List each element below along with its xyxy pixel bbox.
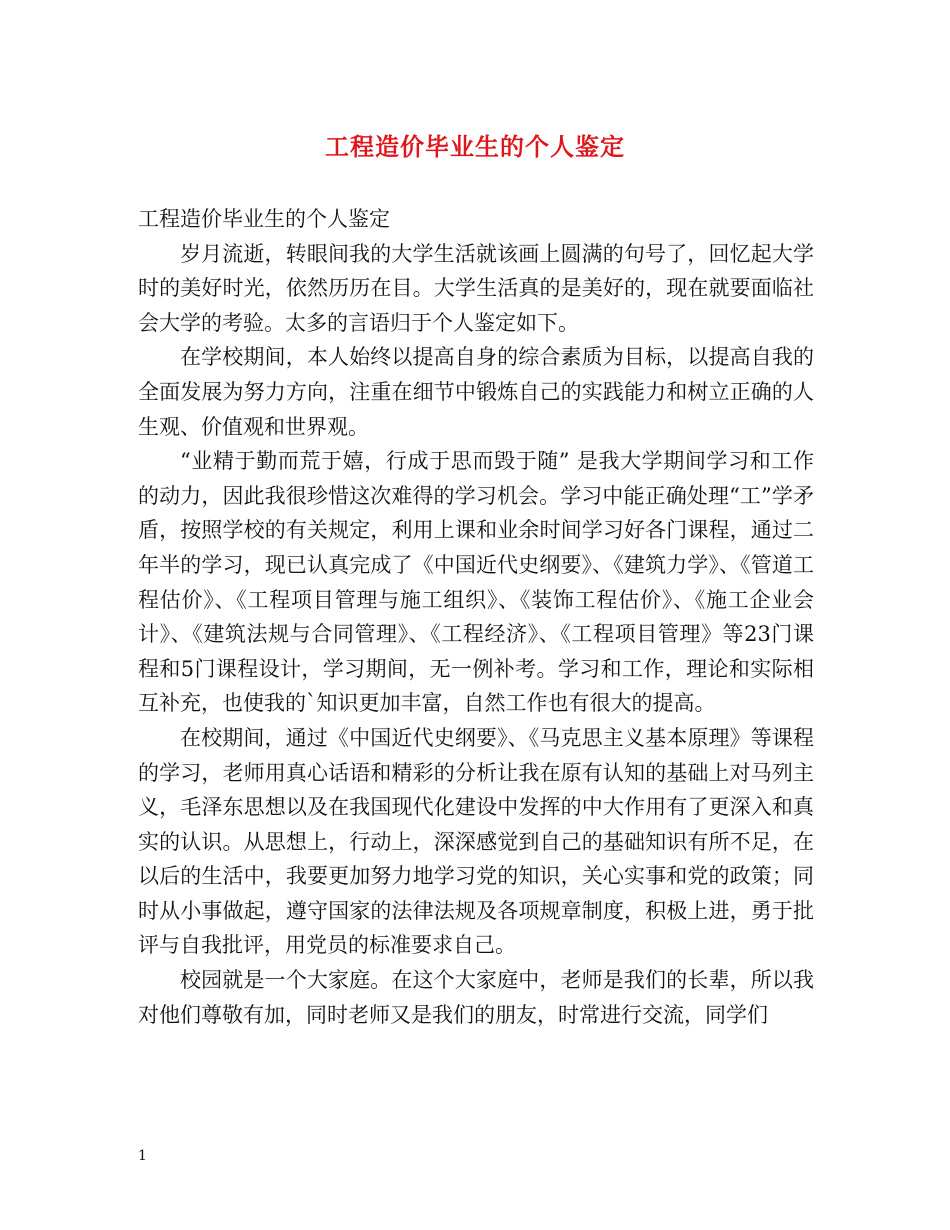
- paragraph-1: 岁月流逝，转眼间我的大学生活就该画上圆满的句号了，回忆起大学时的美好时光，依然历历在目。大学生活真的是美好的，现在就要面临社会大学的考验。太多的言语归于个人鉴定如下。: [138, 241, 814, 335]
- paragraph-5: 校园就是一个大家庭。在这个大家庭中，老师是我们的长辈，所以我对他们尊敬有加，同时老师又是我们的朋友，时常进行交流，同学们: [138, 968, 814, 1027]
- paragraph-4: 在校期间，通过《中国近代史纲要》、《马克思主义基本原理》等课程的学习，老师用真心话语和精彩的分析让我在原有认知的基础上对马列主义，毛泽东思想以及在我国现代化建设中发挥的中大作用有了更深入和真实的认识。从思想上，行动上，深深感觉到自己的基础知识有所不足，在以后的生活中，我要更加努力地学习党的知识，关心实事和党的政策；同时从小事做起，遵守国家的法律法规及各项规章制度，积极上进，勇于批评与自我批评，用党员的标准要求自己。: [138, 725, 814, 958]
- paragraph-3: “业精于勤而荒于嬉，行成于思而毁于随” 是我大学期间学习和工作的动力，因此我很珍惜这次难得的学习机会。学习中能正确处理“工”学矛盾，按照学校的有关规定，利用上课和业余时间学习好各门课程，通过二年半的学习，现已认真完成了《中国近代史纲要》、《建筑力学》、《管道工程估价》、《工程项目管理与施工组织》、《装饰工程估价》、《施工企业会计》、《建筑法规与合同管理》、《工程经济》、《工程项目管理》等23门课程和5门课程设计，学习期间，无一例补考。学习和工作，理论和实际相互补充，也使我的`知识更加丰富，自然工作也有很大的提高。: [138, 449, 814, 716]
- document-subtitle: 工程造价毕业生的个人鉴定: [138, 207, 390, 231]
- page-number: 1: [138, 1148, 147, 1164]
- paragraph-2: 在学校期间，本人始终以提高自身的综合素质为目标，以提高自我的全面发展为努力方向，注重在细节中锻炼自己的实践能力和树立正确的人生观、价值观和世界观。: [138, 345, 814, 439]
- document-title: 工程造价毕业生的个人鉴定: [325, 132, 625, 161]
- document-body: [138, 202, 814, 1032]
